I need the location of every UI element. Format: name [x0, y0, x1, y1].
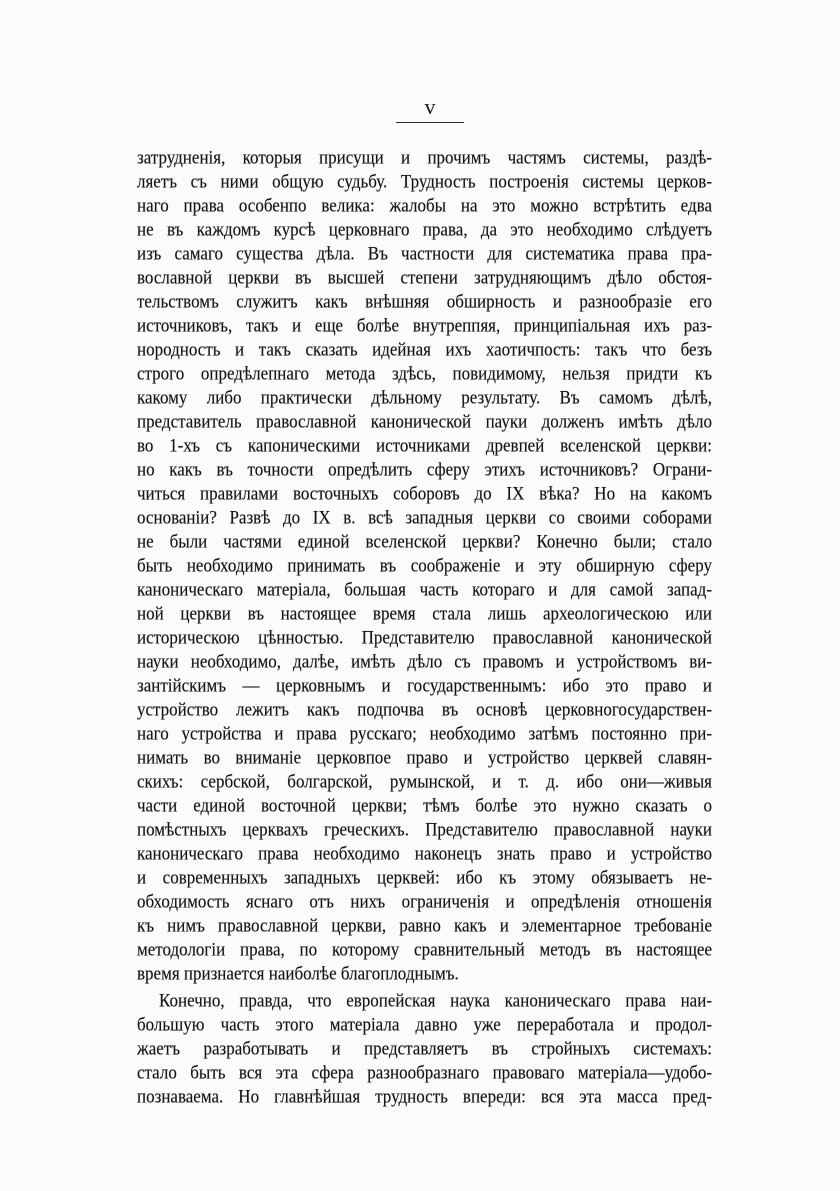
paragraph: [137, 989, 712, 1109]
text-line: быть необходимо принимать въ соображеніе и эту обширную сферу: [137, 554, 712, 576]
text-line: представитель православной канонической пауки долженъ имѣть дѣло: [137, 410, 712, 432]
text-line: устройство лежитъ какъ подпочва въ основѣ церковногосударствен-: [137, 698, 712, 720]
text-line: какому либо практически дѣльному результату. Въ самомъ дѣлѣ,: [137, 386, 712, 408]
text-line: каноническаго матеріала, большая часть котораго и для самой запад-: [137, 578, 712, 600]
text-line: читься правилами восточныхъ соборовъ до IX вѣка? Но на какомъ: [137, 482, 712, 504]
text-line: нимать во вниманіе церковпое право и устройство церквей славян-: [137, 746, 712, 768]
text-line: познаваема. Но главнѣйшая трудность впереди: вся эта масса пред-: [137, 1085, 712, 1107]
text-line: наго устройства и права русскаго; необходимо затѣмъ постоянно при-: [137, 722, 712, 744]
text-line: ляетъ съ ними общую судьбу. Трудность построенія системы церков-: [137, 170, 712, 192]
page-number: v: [424, 94, 436, 119]
text-line: изъ самаго существа дѣла. Въ частности для систематика права пра-: [137, 242, 712, 264]
text-line: основаніи? Развѣ до IX в. всѣ западныя церкви со своими соборами: [137, 506, 712, 528]
text-line: Конечно, правда, что европейская наука каноническаго права наи-: [159, 989, 712, 1011]
text-line: источниковъ, такъ и еще болѣе внутреппяя, принципіальная ихъ раз-: [137, 314, 712, 336]
text-line: и современныхъ западныхъ церквей: ибо къ этому обязываетъ не-: [137, 866, 712, 888]
paragraph: [137, 146, 712, 986]
text-line: не были частями единой вселенской церкви? Конечно были; стало: [137, 530, 712, 552]
text-line: во 1-хъ съ капоническими источниками древпей вселенской церкви:: [137, 434, 712, 456]
text-line: обходимость яснаго отъ нихъ ограниченія и опредѣленія отношенія: [137, 890, 712, 912]
text-line: помѣстныхъ церквахъ греческихъ. Представителю православной науки: [137, 818, 712, 840]
text-line: части единой восточной церкви; тѣмъ болѣе это нужно сказать о: [137, 794, 712, 816]
text-line: жаетъ разработывать и представляетъ въ стройныхъ системахъ:: [137, 1037, 712, 1059]
text-line: затрудненія, которыя присущи и прочимъ частямъ системы, раздѣ-: [137, 146, 712, 168]
text-line: науки необходимо, далѣе, имѣть дѣло съ правомъ и устройствомъ ви-: [137, 650, 712, 672]
text-line: методологіи права, по которому сравнительный методъ въ настоящее: [137, 938, 712, 960]
text-line: время признается наиболѣе благоплоднымъ.: [137, 962, 459, 984]
page-number-rule: [396, 122, 464, 123]
text-line: къ нимъ православной церкви, равно какъ и элементарное требованіе: [137, 914, 712, 936]
text-line: тельствомъ служитъ какъ внѣшняя обширность и разнообразіе его: [137, 290, 712, 312]
text-line: историческою цѣнностью. Представителю православной канонической: [137, 626, 712, 648]
body-text: [137, 146, 712, 1109]
text-line: но какъ въ точности опредѣлить сферу этихъ источниковъ? Ограни-: [137, 458, 712, 480]
text-line: вославной церкви въ высшей степени затрудняющимъ дѣло обстоя-: [137, 266, 712, 288]
text-line: зантійскимъ — церковнымъ и государственнымъ: ибо это право и: [137, 674, 712, 696]
text-line: стало быть вся эта сфера разнообразнаго правоваго матеріала—удобо-: [137, 1061, 712, 1083]
text-line: не въ каждомъ курсѣ церковнаго права, да это необходимо слѣдуетъ: [137, 218, 712, 240]
text-line: наго права особенпо велика: жалобы на это можно встрѣтить едва: [137, 194, 712, 216]
text-line: строго опредѣлепнаго метода здѣсь, повидимому, нельзя придти къ: [137, 362, 712, 384]
text-line: нородность и такъ сказать идейная ихъ хаотичпость: такъ что безъ: [137, 338, 712, 360]
text-line: ной церкви въ настоящее время стала лишь археологическою или: [137, 602, 712, 624]
text-line: каноническаго права необходимо наконецъ знать право и устройство: [137, 842, 712, 864]
text-line: скихъ: сербской, болгарской, румынской, и т. д. ибо они—живыя: [137, 770, 712, 792]
text-line: большую часть этого матеріала давно уже переработала и продол-: [137, 1013, 712, 1035]
